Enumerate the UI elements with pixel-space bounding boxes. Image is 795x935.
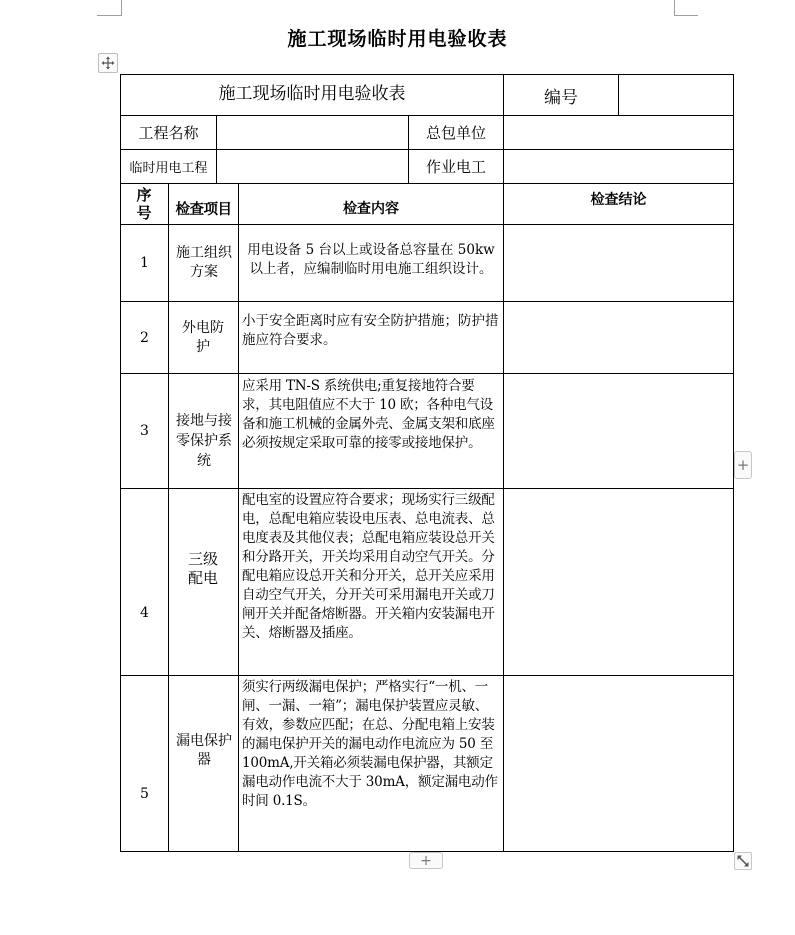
crop-mark-top-left-horizontal <box>97 15 122 16</box>
row-4-item: 三级配电 <box>187 550 218 587</box>
table-header-title: 施工现场临时用电验收表 <box>218 83 406 104</box>
document-title: 施工现场临时用电验收表 <box>287 28 508 50</box>
row-5-item: 漏电保护器 <box>176 732 232 768</box>
row-2-content: 小于安全距离时应有安全防护措施；防护措施应符合要求。 <box>242 313 499 348</box>
row-2-item: 外电防护 <box>182 319 224 355</box>
col-header-item: 检查项目 <box>175 200 232 218</box>
row-4-conclusion-field[interactable] <box>504 489 733 675</box>
row-1-seq: 1 <box>140 255 149 271</box>
col-line <box>168 183 169 852</box>
row-2-seq: 2 <box>140 329 149 346</box>
number-label: 编号 <box>544 87 578 108</box>
col-header-content: 检查内容 <box>343 201 399 217</box>
resize-diagonal-arrows-icon <box>736 854 750 868</box>
row-2-conclusion-field[interactable] <box>504 302 733 373</box>
crop-mark-top-right-vertical <box>674 0 675 16</box>
row-4-content: 配电室的设置应符合要求；现场实行三级配电，总配电箱应装设电压表、总电流表、总电度表及其他仪表；总配电箱应装设总开关和分路开关，开关均采用自动空气开关。分配电箱应设总开关和分开关，总开关应采用自动空气开关，分开关可采用漏电开关或刀闸开关并配备熔断器。开关箱内安装漏电开关、熔断器及插座。 <box>242 492 495 641</box>
contractor-label: 总包单位 <box>425 124 486 142</box>
row-1-item: 施工组织方案 <box>176 245 232 280</box>
project-name-label: 工程名称 <box>138 124 199 142</box>
move-cross-arrows-icon <box>101 56 115 70</box>
electrician-label: 作业电工 <box>425 158 486 176</box>
row-3-item: 接地与接零保护系统 <box>176 413 232 469</box>
temp-project-label: 临时用电工程 <box>129 161 208 176</box>
project-name-field[interactable] <box>217 116 408 149</box>
temp-project-field[interactable] <box>217 150 408 183</box>
row-1-content: 用电设备 5 台以上或设备总容量在 50kw 以上者，应编制临时用电施工组织设计。 <box>247 242 495 277</box>
row-3-conclusion-field[interactable] <box>504 374 733 488</box>
row-5-conclusion-field[interactable] <box>504 676 733 851</box>
row-4-seq: 4 <box>140 605 149 621</box>
col-header-seq: 序号 <box>136 186 152 222</box>
crop-mark-top-left-vertical <box>121 0 122 16</box>
add-row-button[interactable]: + <box>409 852 443 869</box>
contractor-field[interactable] <box>504 116 733 149</box>
row-5-content: 须实行两级漏电保护；严格实行“一机、一闸、一漏、一箱”；漏电保护装置应灵敏、有效，参数应匹配；在总、分配电箱上安装的漏电保护开关的漏电动作电流应为 50 至 100mA,开关箱必须装漏电保护器，其额定漏电动作电流不大于 30mA，额定漏电动作时间 0.1S。 <box>242 679 498 809</box>
table-move-handle[interactable] <box>98 53 118 73</box>
row-1-conclusion-field[interactable] <box>504 225 733 301</box>
acceptance-table <box>120 74 734 852</box>
row-3-seq: 3 <box>140 423 149 439</box>
row-5-seq: 5 <box>140 785 149 802</box>
row-3-content: 应采用 TN-S 系统供电;重复接地符合要求，其电阻值应不大于 10 欧；各种电气设备和施工机械的金属外壳、金属支架和底座必须按规定采取可靠的接零或接地保护。 <box>242 378 495 451</box>
col-header-conclusion: 检查结论 <box>590 192 647 208</box>
add-column-button[interactable]: + <box>734 451 752 479</box>
number-value-field[interactable] <box>619 75 733 115</box>
crop-mark-top-right-horizontal <box>674 15 698 16</box>
table-resize-handle[interactable] <box>734 852 752 870</box>
electrician-field[interactable] <box>504 150 733 183</box>
